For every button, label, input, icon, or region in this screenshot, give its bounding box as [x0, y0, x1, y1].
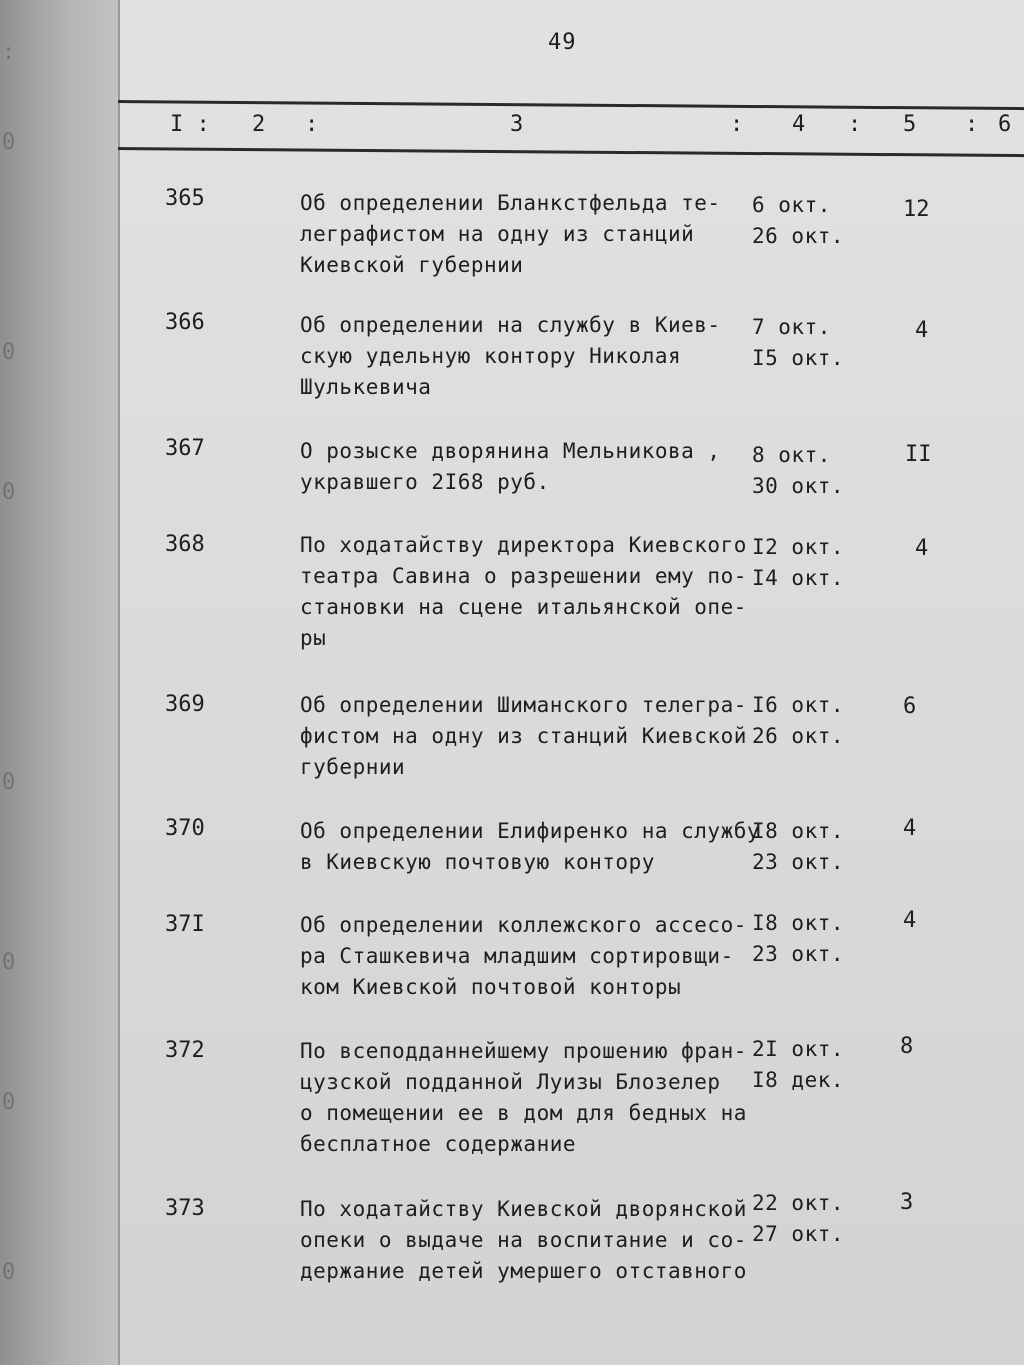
entry-description	[300, 1036, 750, 1160]
description-line: О розыске дворянина Мельникова ,	[300, 439, 721, 463]
description-line: По ходатайству директора Киевского	[300, 533, 747, 557]
column-separator-4: :	[848, 112, 862, 137]
entry-description	[300, 188, 750, 281]
start-date: 22 окт.	[752, 1191, 845, 1215]
start-date: I8 окт.	[752, 911, 845, 935]
description-line: опеки о выдаче на воспитание и со-	[300, 1228, 747, 1252]
end-date: I5 окт.	[752, 346, 845, 370]
end-date: I4 окт.	[752, 566, 845, 590]
entry-dates	[752, 440, 872, 502]
description-line: ры	[300, 626, 327, 650]
description-line: фистом на одну из станций Киевской	[300, 724, 747, 748]
end-date: 26 окт.	[752, 724, 845, 748]
entry-dates	[752, 816, 872, 878]
column-separator-2: :	[305, 112, 319, 137]
entry-dates	[752, 312, 872, 374]
column-header-6: 6	[998, 112, 1012, 137]
description-line: Об определении Бланкстфельда те-	[300, 191, 721, 215]
entry-number: 37I	[165, 912, 205, 937]
sheet-count: 12	[903, 197, 930, 222]
entry-dates	[752, 690, 872, 752]
description-line: в Киевскую почтовую контору	[300, 850, 655, 874]
column-header-3: 3	[510, 112, 524, 137]
start-date: 7 окт.	[752, 315, 831, 339]
entry-number: 366	[165, 310, 205, 335]
description-line: По всеподданнейшему прошению фран-	[300, 1039, 747, 1063]
description-line: держание детей умершего отставного	[300, 1259, 747, 1283]
entry-description	[300, 816, 761, 878]
end-date: I8 дек.	[752, 1068, 845, 1092]
entry-dates	[752, 190, 872, 252]
description-line: ра Сташкевича младшим сортировщи-	[300, 944, 734, 968]
facing-page-bleed: : 0 0 0 0 0 0 0	[2, 40, 16, 1285]
entry-number: 368	[165, 532, 205, 557]
entry-dates	[752, 532, 872, 594]
page-number: 49	[548, 30, 577, 55]
description-line: ком Киевской почтовой конторы	[300, 975, 682, 999]
sheet-count: 8	[900, 1034, 914, 1059]
entry-description	[300, 310, 750, 403]
description-line: По ходатайству Киевской дворянской	[300, 1197, 747, 1221]
entry-number: 370	[165, 816, 205, 841]
entry-number: 373	[165, 1196, 205, 1221]
start-date: I6 окт.	[752, 693, 845, 717]
entry-description	[300, 1194, 750, 1287]
description-line: Шулькевича	[300, 375, 432, 399]
description-line: театра Савина о разрешении ему по-	[300, 564, 747, 588]
column-header-5: 5	[903, 112, 917, 137]
sheet-count: 4	[903, 816, 917, 841]
entry-number: 367	[165, 436, 205, 461]
start-date: 6 окт.	[752, 193, 831, 217]
end-date: 30 окт.	[752, 474, 845, 498]
start-date: 2I окт.	[752, 1037, 845, 1061]
entry-description	[300, 690, 750, 783]
column-header-1: I :	[170, 112, 210, 137]
description-line: Об определении на службу в Киев-	[300, 313, 721, 337]
description-line: леграфистом на одну из станций	[300, 222, 695, 246]
description-line: о помещении ее в дом для бедных на	[300, 1101, 747, 1125]
sheet-count: 4	[915, 536, 929, 561]
entry-dates	[752, 1034, 872, 1096]
start-date: I8 окт.	[752, 819, 845, 843]
entry-description	[300, 436, 750, 498]
description-line: цузской подданной Луизы Блозелер	[300, 1070, 721, 1094]
end-date: 23 окт.	[752, 942, 845, 966]
end-date: 23 окт.	[752, 850, 845, 874]
column-header-4: 4	[792, 112, 806, 137]
entry-dates	[752, 908, 872, 970]
column-header-2: 2	[252, 112, 266, 137]
description-line: бесплатное содержание	[300, 1132, 577, 1156]
entry-number: 372	[165, 1038, 205, 1063]
description-line: скую удельную контору Николая	[300, 344, 682, 368]
sheet-count: 4	[903, 908, 917, 933]
column-separator-3: :	[730, 112, 744, 137]
entry-description	[300, 530, 750, 654]
end-date: 26 окт.	[752, 224, 845, 248]
description-line: укравшего 2I68 руб.	[300, 470, 550, 494]
start-date: 8 окт.	[752, 443, 831, 467]
description-line: Об определении Елифиренко на службу	[300, 819, 761, 843]
entry-dates	[752, 1188, 872, 1250]
sheet-count: 4	[915, 318, 929, 343]
description-line: Киевской губернии	[300, 253, 524, 277]
entry-number: 369	[165, 692, 205, 717]
description-line: Об определении коллежского ассесо-	[300, 913, 747, 937]
sheet-count: 3	[900, 1190, 914, 1215]
end-date: 27 окт.	[752, 1222, 845, 1246]
column-separator-5: :	[965, 112, 979, 137]
sheet-count: II	[905, 442, 932, 467]
entry-description	[300, 910, 750, 1003]
description-line: становки на сцене итальянской опе-	[300, 595, 747, 619]
sheet-count: 6	[903, 694, 917, 719]
start-date: I2 окт.	[752, 535, 845, 559]
description-line: Об определении Шиманского телегра-	[300, 693, 747, 717]
entry-number: 365	[165, 186, 205, 211]
description-line: губернии	[300, 755, 406, 779]
